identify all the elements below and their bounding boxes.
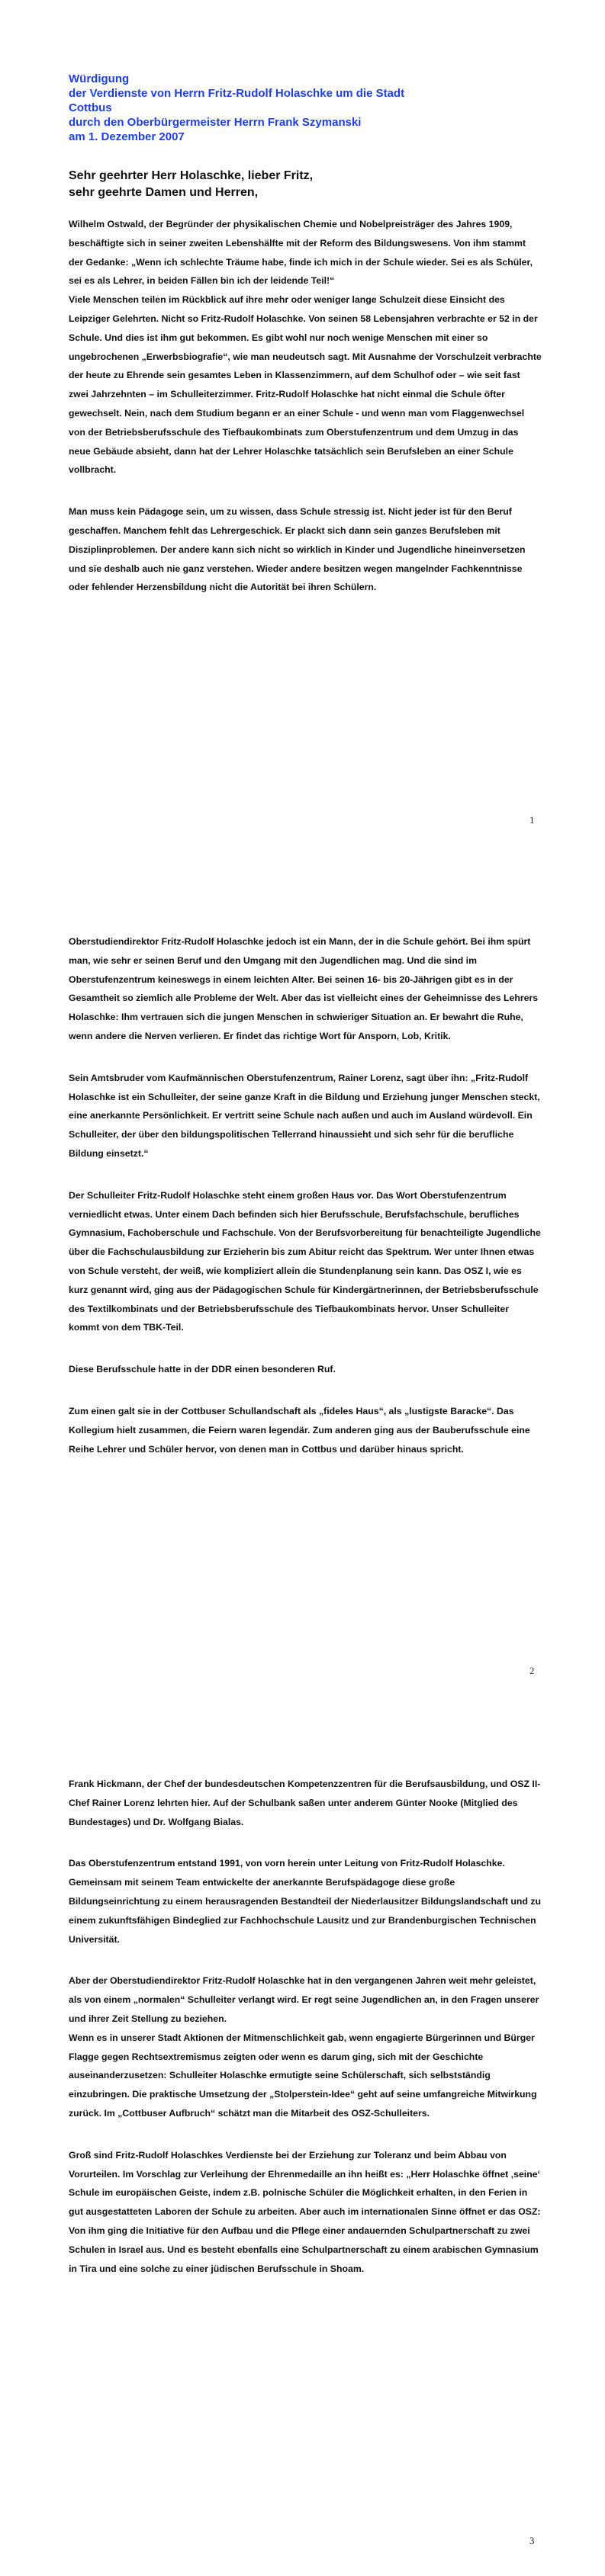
paragraph: Groß sind Fritz-Rudolf Holaschkes Verdienste bei der Erziehung zur Toleranz und beim Abbau von Vorurteilen. Im Vorschlag zur Verleihung der Ehrenmedaille an ihn heißt es: „Herr Holaschke öffnet ‚seine‘ Schule im europäischen Geiste, indem z.B. polnische Schüler die Möglichkeit erhalten, in den Ferien in gut ausgestatteten Laboren der Schule zu arbeiten. Aber auch im internationalen Sinne öffnet er das OSZ: Von ihm ging die Initiative für den Aufbau und die Pflege einer andauernden Schulpartnerschaft zu zwei Schulen in Israel aus. Und es besteht ebenfalls eine Schulpartnerschaft zu einem arabischen Gymnasium in Tira und eine solche zu einer jüdischen Berufsschule in Shoam. <box>69 2149 541 2274</box>
paragraph: Das Oberstufenzentrum entstand 1991, von vorn herein unter Leitung von Fritz-Rudolf Holaschke. Gemeinsam mit seinem Team entwickelte der anerkannte Berufspädagoge diese große Bildungseinrichtung zu einem herausragenden Bestandteil der Niederlausitzer Bildungslandschaft und zu einem zukunftsfähigen Bindeglied zur Fachhochschule Lausitz und zur Brandenburgischen Technischen Universität. <box>69 1858 542 1945</box>
page-2-body <box>69 932 542 1481</box>
paragraph: Diese Berufsschule hatte in der DDR einen besonderen Ruf. <box>69 1364 336 1375</box>
paragraph: Oberstudiendirektor Fritz-Rudolf Holaschke jedoch ist ein Mann, der in die Schule gehört. Bei ihm spürt man, wie sehr er seinen Beruf und den Umgang mit den Jugendlichen mag. Und die sind im Oberstufenzentrum keineswegs in einem leichten Alter. Bei seinen 16- bis 20-Jährigen gibt es in der Gesamtheit so ziemlich alle Probleme der Welt. Aber das ist vielleicht eines der Geheimnisse des Lehrers Holaschke: Ihm vertrauen sich die jungen Menschen in schwieriger Situation an. Er bewahrt die Ruhe, wenn andere die Nerven verlieren. Er findet das richtige Wort für Ansporn, Lob, Kritik. <box>69 936 539 1041</box>
paragraph: Man muss kein Pädagoge sein, um zu wissen, dass Schule stressig ist. Nicht jeder ist für den Beruf geschaffen. Manchem fehlt das Lehrergeschick. Er plackt sich dann sein ganzes Berufsleben mit Disziplinproblemen. Der andere kann sich nicht so wirklich in Kinder und Jugendliche hineinversetzen und sie deshalb auch nie ganz verstehen. Wieder andere besitzen wegen mangelnder Fachkenntnisse oder fehlender Herzensbildung nicht die Autorität bei ihren Schülern. <box>69 506 526 593</box>
heading-line: am 1. Dezember 2007 <box>69 130 185 143</box>
heading-line: durch den Oberbürgermeister Herrn Frank Szymanski <box>69 116 362 129</box>
heading-line: Cottbus <box>69 101 112 114</box>
page-number: 1 <box>529 814 535 826</box>
heading-line: der Verdienste von Herrn Fritz-Rudolf Holaschke um die Stadt <box>69 87 405 100</box>
paragraph: Zum einen galt sie in der Cottbuser Schullandschaft als „fideles Haus“, als „lustigste Baracke“. Das Kollegium hielt zusammen, die Feiern waren legendär. Zum anderen ging aus der Bauberufsschule eine Reihe Lehrer und Schüler hervor, von denen man in Cottbus und darüber hinaus spricht. <box>69 1405 530 1455</box>
heading-line: Würdigung <box>69 72 130 85</box>
paragraph: Frank Hickmann, der Chef der bundesdeutschen Kompetenzzentren für die Berufsausbildung, und OSZ II-Chef Rainer Lorenz lehrten hier. Auf der Schulbank saßen unter anderem Günter Nooke (Mitglied des Bundestages) und Dr. Wolfgang Bialas. <box>69 1779 541 1827</box>
document-heading <box>69 72 542 144</box>
salutation-line: sehr geehrte Damen und Herren, <box>69 186 259 199</box>
page-number: 2 <box>529 1665 535 1676</box>
page-1-body <box>69 215 542 620</box>
paragraph: Der Schulleiter Fritz-Rudolf Holaschke steht einem großen Haus vor. Das Wort Oberstufenzentrum verniedlicht etwas. Unter einem Dach befinden sich hier Berufsschule, Berufsfachschule, berufliches Gymnasium, Fachoberschule und Fachschule. Von der Berufsvorbereitung für benachteiligte Jugendliche über die Fachschulausbildung zur Erzieherin bis zum Abitur reicht das Spektrum. Wer unter Ihnen etwas von Schule versteht, der weiß, wie kompliziert allein die Stundenplanung sein kann. Das OSZ I, wie es kurz genannt wird, ging aus der Pädagogischen Schule für Kindergärtnerinnen, der Betriebsberufsschule des Textilkombinats und der Betriebsberufsschule des Tiefbaukombinats hervor. Unser Schulleiter kommt von dem TBK-Teil. <box>69 1189 541 1333</box>
paragraph: Wenn es in unserer Stadt Aktionen der Mitmenschlichkeit gab, wenn engagierte Bürgerinnen und Bürger Flagge gegen Rechtsextremismus zeigten oder wenn es darum ging, sich mit der Geschichte auseinanderzusetzen: Schulleiter Holaschke ermutigte seine Schülerschaft, sich selbstständig einzubringen. Die praktische Umsetzung der „Stolperstein-Idee“ geht auf seine umfangreiche Mitwirkung zurück. Im „Cottbuser Aufbruch“ schätzt man die Mitarbeit des OSZ-Schulleiters. <box>69 2032 537 2119</box>
salutation-line: Sehr geehrter Herr Holaschke, lieber Fritz, <box>69 169 314 182</box>
paragraph: Viele Menschen teilen im Rückblick auf ihre mehr oder weniger lange Schulzeit diese Einsicht des Leipziger Gelehrten. Nicht so Fritz-Rudolf Holaschke. Von seinen 58 Lebensjahren verbrachte er 52 in der Schule. Und dies ist ihm gut bekommen. Es gibt wohl nur noch wenige Menschen mit einer so ungebrochenen „Erwerbsbiografie“, wie man neudeutsch sagt. Mit Ausnahme der Vorschulzeit verbrachte der heute zu Ehrende sein gesamtes Leben in Klassenzimmern, auf dem Schulhof oder – wie seit fast zwei Jahrzehnten – im Schulleiterzimmer. Fritz-Rudolf Holaschke hat nicht einmal die Schule öfter gewechselt. Nein, nach dem Studium begann er an einer Schule - und wenn man vom Flaggenwechsel von der Betriebsberufsschule des Tiefbaukombinats zum Oberstufenzentrum und dem Umzug in das neue Gebäude absieht, dann hat der Lehrer Holaschke tatsächlich sein Berufsleben an einer Schule vollbracht. <box>69 294 542 476</box>
paragraph: Wilhelm Ostwald, der Begründer der physikalischen Chemie und Nobelpreisträger des Jahres 1909, beschäftigte sich in seiner zweiten Lebenshälfte mit der Reform des Bildungswesens. Von ihm stammt der Gedanke: „Wenn ich schlechte Träume habe, finde ich mich in der Schule wieder. Sei es als Schüler, sei es als Lehrer, in beiden Fällen bin ich der leidende Teil!“ <box>69 219 533 287</box>
paragraph: Sein Amtsbruder vom Kaufmännischen Oberstufenzentrum, Rainer Lorenz, sagt über ihn: „Fritz-Rudolf Holaschke ist ein Schulleiter, der seine ganze Kraft in die Bildung und Erziehung junger Menschen steckt, eine anerkannte Persönlichkeit. Er vertritt seine Schule nach außen und auch im Ausland würdevoll. Ein Schulleiter, der über den bildungspolitischen Tellerrand hinaussieht und sich sehr für die berufliche Bildung einsetzt.“ <box>69 1072 540 1159</box>
page-number: 3 <box>529 2535 535 2546</box>
paragraph: Aber der Oberstudiendirektor Fritz-Rudolf Holaschke hat in den vergangenen Jahren weit mehr geleistet, als von einem „normalen“ Schulleiter verlangt wird. Er regt seine Jugendlichen an, in den Fragen unserer und ihrer Zeit Stellung zu beziehen. <box>69 1975 539 2024</box>
page-3-body <box>69 1775 542 2301</box>
salutation <box>69 168 542 201</box>
